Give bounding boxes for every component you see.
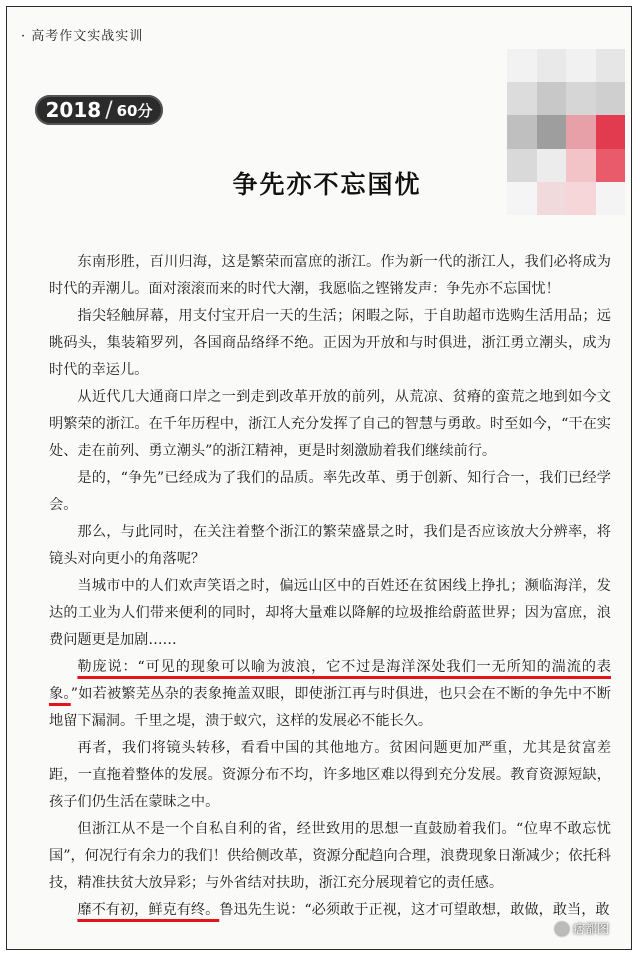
- essay-paragraph: [49, 465, 611, 519]
- paragraph-text: 从近代几大通商口岸之一到走到改革开放的前列，从荒凉、贫瘠的蛮荒之地到如今文明繁荣的浙江。在千年历程中，浙江人充分发挥了自己的智慧与勇敢。时至如今，“干在实处、走在前列、勇立潮头”的浙江精神，更是时刻激励着我们继续前行。: [49, 389, 611, 459]
- mosaic-cell: [507, 115, 537, 148]
- mosaic-cell: [596, 49, 626, 82]
- essay-paragraph: [49, 897, 611, 924]
- mosaic-cell: [507, 82, 537, 115]
- paragraph-text: ”如若被繁芜丛杂的表象掩盖双眼，即使浙江再与时俱进，也只会在不断的争先中不断地留下漏洞。千里之堤，溃于蚁穴，这样的发展必不能长久。: [49, 686, 611, 729]
- essay-paragraph: [49, 519, 611, 573]
- paragraph-text: 指尖轻触屏幕，用支付宝开启一天的生活；闲暇之际，于自助超市选购生活用品；远眺码头，集装箱罗列，各国商品络绎不绝。正因为开放和与时俱进，浙江勇立潮头，成为时代的幸运儿。: [49, 308, 611, 378]
- watermark-text: 痞都图: [572, 922, 609, 936]
- paragraph-text: 那么，与此同时，在关注着整个浙江的繁荣盛景之时，我们是否应该放大分辨率，将镜头对向更小的角落呢？: [49, 524, 611, 567]
- mosaic-cell: [566, 115, 596, 148]
- paragraph-text: 鲁迅先生说：“必须敢于正视，这才可望敢想，敢做，敢当，敢: [219, 902, 610, 918]
- running-head: · 高考作文实战实训: [21, 29, 144, 44]
- essay-paragraph: [49, 249, 611, 303]
- essay-paragraph: [49, 573, 611, 654]
- paragraph-text: 再者，我们将镜头转移，看看中国的其他地方。贫困问题更加严重，尤其是贫富差距，一直拖着整体的发展。资源分布不均，许多地区难以得到充分发展。教育资源短缺，孩子们仍生活在蒙昧之中。: [49, 740, 611, 810]
- essay-paragraph: [49, 303, 611, 384]
- badge-slash: /: [105, 97, 113, 123]
- watermark-logo-icon: [555, 922, 569, 936]
- mosaic-cell: [566, 82, 596, 115]
- essay-paragraph: [49, 654, 611, 735]
- essay-paragraph: [49, 816, 611, 897]
- essay-paragraph: [49, 384, 611, 465]
- paragraph-text: 东南形胜，百川归海，这是繁荣而富庶的浙江。作为新一代的浙江人，我们必将成为时代的弄潮儿。面对滚滚而来的时代大潮，我愿临之铿锵发声：争先亦不忘国忧！: [49, 254, 611, 297]
- paragraph-text: 但浙江从不是一个自私自利的省，经世致用的思想一直鼓励着我们。“位卑不敢忘忧国”，何况行有余力的我们！供给侧改革，资源分配趋向合理，浪费现象日渐减少；依托科技，精准扶贫大放异彩；与外省结对扶助，浙江充分展现着它的责任感。: [49, 821, 611, 891]
- watermark: [555, 920, 609, 937]
- essay-body: [49, 249, 611, 924]
- scanned-page: [6, 6, 632, 950]
- mosaic-cell: [566, 49, 596, 82]
- mosaic-cell: [537, 49, 567, 82]
- mosaic-cell: [596, 82, 626, 115]
- essay-title: 争先亦不忘国忧: [232, 170, 422, 199]
- mosaic-cell: [537, 82, 567, 115]
- red-underlined-quote: 靡不有初，鲜克有终。: [77, 902, 220, 918]
- paragraph-text: 是的，“争先”已经成为了我们的品质。率先改革、勇于创新、知行合一，我们已经学会。: [49, 470, 611, 513]
- mosaic-cell: [596, 115, 626, 148]
- mosaic-cell: [507, 49, 537, 82]
- essay-paragraph: [49, 735, 611, 816]
- red-underlined-quote: 勒庞说：“可见的现象可以喻为波浪，它不过是海洋深处我们一无所知的湍流的表象。: [49, 659, 611, 702]
- mosaic-cell: [537, 115, 567, 148]
- badge-year: 2018: [45, 98, 102, 122]
- badge-score: 60分: [116, 101, 153, 120]
- year-score-badge: [35, 95, 163, 125]
- paragraph-text: 当城市中的人们欢声笑语之时，偏远山区中的百姓还在贫困线上挣扎；濒临海洋，发达的工业为人们带来便利的同时，却将大量难以降解的垃圾推给蔚蓝世界；因为富庶，浪费问题更是加剧……: [49, 578, 611, 648]
